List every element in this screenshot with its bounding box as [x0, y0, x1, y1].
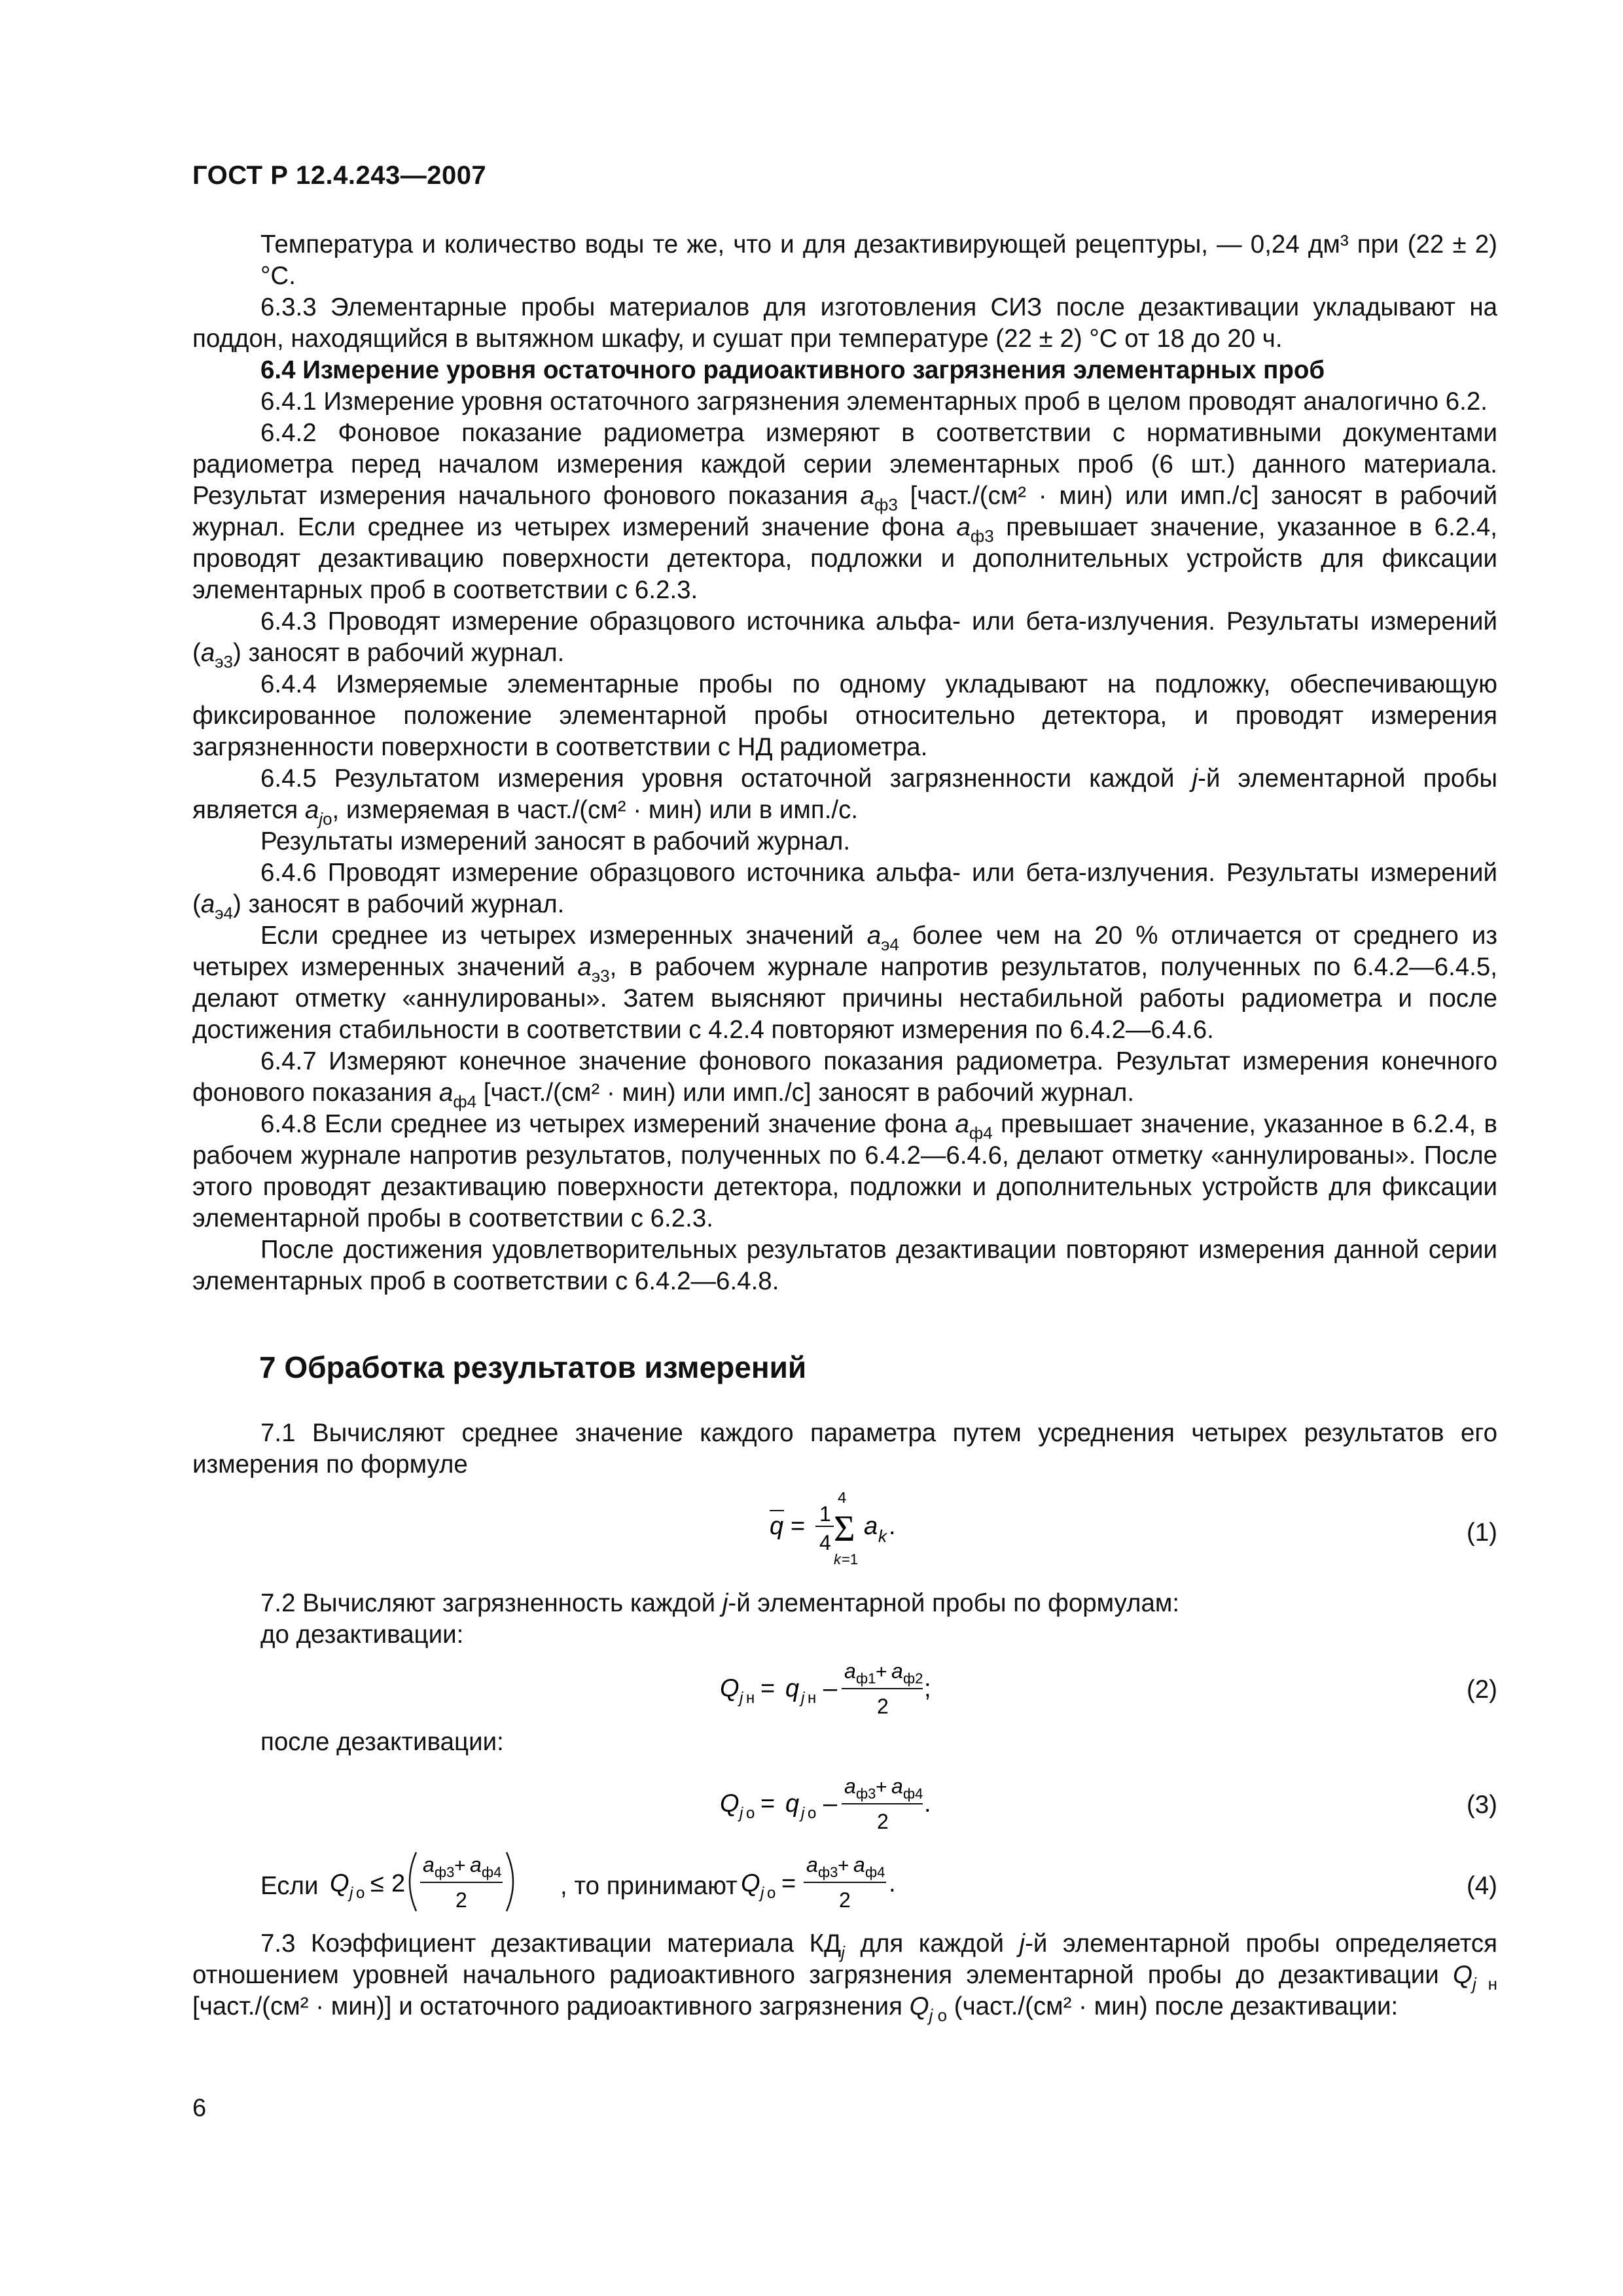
formula-condition-svg [330, 1846, 565, 1918]
formula-mean [768, 1492, 938, 1577]
svg-text:a: a [844, 1774, 856, 1798]
svg-text:.: . [924, 1790, 931, 1818]
svg-text:.: . [889, 1513, 896, 1540]
svg-text:+: + [876, 1661, 887, 1683]
paragraph: 6.4.7 Измеряют конечное значение фонового показания радиометра. Результат измерения конечного фонового показания $a_{ф4}$ [част./(см² · мин) или имп./с] заносят в рабочий журнал. [192, 1047, 1497, 1111]
svg-text:a: a [864, 1513, 878, 1540]
paragraph: 6.4.5 Результатом измерения уровня остаточной загрязненности каждой j-й элементарной пробы является $a_{jo}$, измеряемая в част./(см² · мин) или в имп./с. [192, 764, 1497, 829]
svg-text:2: 2 [877, 1695, 889, 1718]
paragraph: 6.3.3 Элементарные пробы материалов для изготовления СИЗ после дезактивации укладывают на поддон, находящийся в вытяжном шкафу, и сушат при температуре (22 ± 2) °С от 18 до 20 ч. [192, 293, 1497, 353]
svg-text:н: н [808, 1689, 817, 1707]
svg-text:k: k [878, 1526, 887, 1546]
svg-text:=: = [760, 1675, 776, 1702]
svg-text:+: + [838, 1855, 849, 1876]
equation-2 [192, 1656, 1497, 1721]
equation-3 [192, 1771, 1497, 1837]
paragraph: Результаты измерений заносят в рабочий журнал. [260, 827, 851, 855]
svg-text:;: ; [924, 1675, 931, 1702]
eq4-if-label: Если [260, 1872, 319, 1900]
svg-text:ф3: ф3 [435, 1864, 455, 1880]
eq4-then-label: , то принимают [560, 1872, 738, 1900]
paragraph: 6.4.2 Фоновое показание радиометра измеряют в соответствии с нормативными документами радиометра перед началом измерения каждой серии элементарных проб (6 шт.) данного материала. Результат измерения начального фонового показания $a_{ф3}$ [част./(см² · мин) или имп./с] заносят в рабочий журнал. Если среднее из четырех измерений значение фона $a_{ф3}$ превышает значение, указанное в 6.2.4, проводят дезактивацию поверхности детектора, подложки и дополнительных устройств для фиксации элементарных проб в соответствии с 6.2.3. [192, 419, 1498, 604]
equation-number: (3) [1466, 1791, 1497, 1819]
svg-text:a: a [806, 1853, 818, 1876]
formula-after [720, 1771, 995, 1843]
svg-text:2: 2 [455, 1888, 467, 1912]
paragraph-7-3 [192, 1928, 1497, 2025]
svg-text:ф3: ф3 [818, 1864, 838, 1880]
svg-text:ф4: ф4 [903, 1785, 923, 1802]
formula-accept-svg [741, 1846, 950, 1918]
svg-text:4: 4 [838, 1492, 847, 1507]
svg-text:+: + [876, 1776, 887, 1798]
svg-text:a: a [891, 1774, 903, 1798]
equation-4 [192, 1846, 1497, 1918]
svg-text:Q: Q [330, 1870, 349, 1897]
svg-text:=1: =1 [842, 1551, 859, 1568]
svg-text:q: q [785, 1675, 800, 1702]
svg-text:j: j [801, 1689, 805, 1707]
svg-text:q: q [770, 1513, 784, 1540]
section-7-heading: 7 Обработка результатов измерений [259, 1350, 807, 1384]
svg-text:о: о [746, 1804, 755, 1822]
paragraph: 6.4.1 Измерение уровня остаточного загрязнения элементарных проб в целом проводят аналогично 6.2. [260, 387, 1488, 416]
svg-text:–: – [823, 1790, 838, 1818]
svg-text:н: н [746, 1689, 755, 1707]
svg-text:2: 2 [877, 1810, 889, 1833]
equation-1 [192, 1492, 1497, 1571]
paragraph: 6.4.3 Проводят измерение образцового источника альфа- или бета-излучения. Результаты измерений $(a_{э3})$ заносят в рабочий журнал. [192, 607, 1497, 672]
svg-text:a: a [853, 1853, 865, 1876]
formula-mean-svg [768, 1492, 938, 1571]
svg-text:о: о [808, 1804, 817, 1822]
paragraph-7-1 [192, 1418, 1497, 1480]
svg-text:a: a [891, 1659, 903, 1683]
svg-text:ф4: ф4 [482, 1864, 502, 1880]
paragraph: 6.4.4 Измеряемые элементарные пробы по одному укладывают на подложку, обеспечивающую фиксированное положение элементарной пробы относительно детектора, и проводят измерения загрязненности поверхности в соответствии с НД радиометра. [192, 670, 1497, 761]
paragraph: 7.3 Коэффициент дезактивации материала $КД_j$ для каждой j-й элементарной пробы определяется отношением уровней начального радиоактивного загрязнения элементарной пробы до дезактивации $Q_{j н}$ [част./(см² · мин)] и остаточного радиоактивного загрязнения $Q_{j о}$ (част./(см² · мин) после дезактивации: [192, 1929, 1497, 2025]
svg-text:k: k [834, 1551, 841, 1568]
paragraph: Температура и количество воды те же, что и для дезактивирующей рецептуры, — 0,24 дм³ при (22 ± 2) °С. [260, 230, 1497, 290]
section-heading: 6.4 Измерение уровня остаточного радиоактивного загрязнения элементарных проб [260, 356, 1325, 384]
svg-text:j: j [760, 1884, 764, 1902]
paragraph: 6.4.6 Проводят измерение образцового источника альфа- или бета-излучения. Результаты измерений $(a_{э4})$ заносят в рабочий журнал. [192, 859, 1497, 923]
svg-text:ф3: ф3 [856, 1785, 876, 1802]
svg-text:1: 1 [819, 1502, 831, 1526]
svg-text:2: 2 [391, 1870, 406, 1897]
svg-text:–: – [823, 1675, 838, 1702]
svg-text:ф1: ф1 [856, 1670, 876, 1687]
svg-text:q: q [785, 1790, 800, 1818]
svg-text:Q: Q [720, 1675, 740, 1702]
svg-text:о: о [356, 1884, 365, 1902]
svg-text:+: + [454, 1855, 466, 1876]
equation-number: (4) [1466, 1872, 1497, 1900]
formula-before [720, 1656, 995, 1728]
svg-text:.: . [889, 1870, 896, 1897]
svg-text:Q: Q [720, 1790, 740, 1818]
svg-text:a: a [844, 1659, 856, 1683]
svg-text:=: = [781, 1870, 796, 1897]
paragraph: После достижения удовлетворительных результатов дезактивации повторяют измерения данной серии элементарных проб в соответствии с 6.4.2—6.4.8. [192, 1236, 1497, 1295]
formula-accept [741, 1846, 950, 1924]
text-body [192, 229, 1497, 1297]
document-header: ГОСТ Р 12.4.243—2007 [192, 161, 487, 190]
svg-text:ф4: ф4 [865, 1864, 885, 1880]
paragraph: 6.4.8 Если среднее из четырех измерений значение фона $a_{ф4}$ превышает значение, указанное в 6.2.4, в рабочем журнале напротив результатов, полученных по 6.4.2—6.4.6, делают отметку «аннулированы». После этого проводят дезактивацию поверхности детектора, подложки и дополнительных устройств для фиксации элементарной пробы в соответствии с 6.2.3. [192, 1110, 1497, 1232]
page-number: 6 [192, 2094, 207, 2122]
paragraph: Если среднее из четырех измеренных значений $a_{э4}$ более чем на 20 % отличается от среднего из четырех измеренных значений $a_{э3}$, в рабочем журнале напротив результатов, полученных по 6.4.2—6.4.5, делают отметку «аннулированы». Затем выясняют причины нестабильной работы радиометра и после достижения стабильности в соответствии с 4.2.4 повторяют измерения по 6.4.2—6.4.6. [192, 922, 1498, 1044]
svg-text:a: a [423, 1853, 435, 1876]
paragraph: до дезактивации: [260, 1621, 464, 1649]
paragraph: 7.1 Вычисляют среднее значение каждого параметра путем усреднения четырех результатов его измерения по формуле [192, 1419, 1497, 1479]
formula-condition [330, 1846, 565, 1924]
equation-number: (1) [1466, 1518, 1497, 1547]
paragraph-7-2 [192, 1588, 1497, 1651]
svg-text:о: о [767, 1884, 776, 1902]
svg-text:2: 2 [839, 1888, 851, 1912]
svg-text:4: 4 [819, 1531, 831, 1554]
svg-text:j: j [349, 1884, 353, 1902]
equation-number: (2) [1466, 1676, 1497, 1704]
svg-text:=: = [760, 1790, 776, 1818]
paragraph-after [192, 1727, 1497, 1758]
svg-text:ф2: ф2 [903, 1670, 923, 1687]
paragraph: 7.2 Вычисляют загрязненность каждой j-й элементарной пробы по формулам: [260, 1589, 1180, 1617]
formula-after-svg [720, 1771, 995, 1837]
svg-text:j: j [801, 1804, 805, 1822]
svg-text:Q: Q [741, 1870, 760, 1897]
svg-text:≤: ≤ [370, 1870, 384, 1897]
formula-before-svg [720, 1656, 995, 1721]
svg-text:j: j [740, 1689, 743, 1707]
paragraph: после дезактивации: [260, 1728, 504, 1756]
svg-text:a: a [470, 1853, 482, 1876]
svg-text:j: j [740, 1804, 743, 1822]
svg-text:Σ: Σ [834, 1509, 855, 1549]
svg-text:=: = [791, 1513, 806, 1540]
